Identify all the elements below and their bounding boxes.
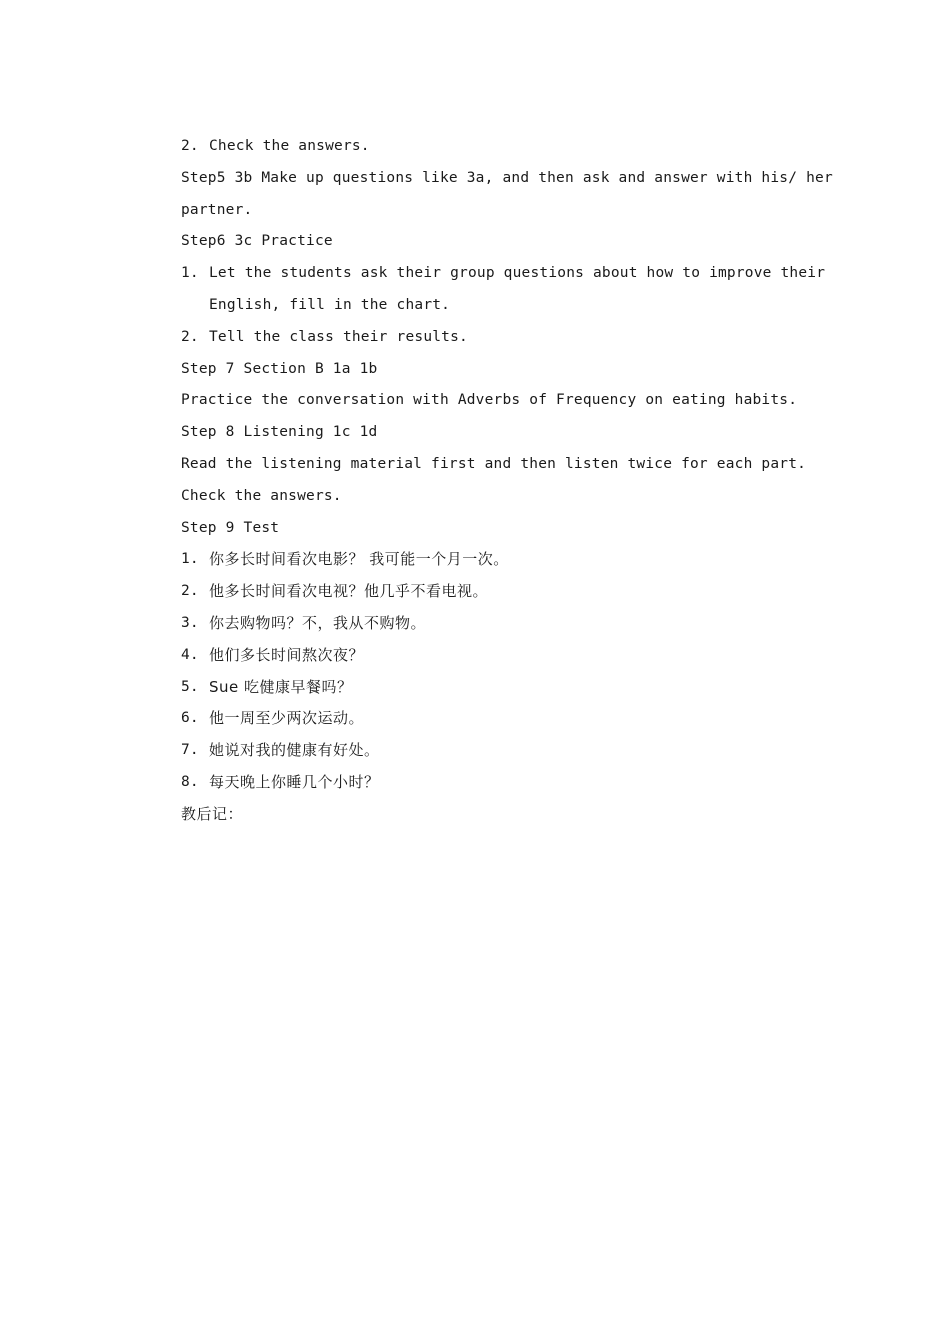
test-text: 他们多长时间熬次夜？	[209, 645, 365, 664]
list-number: 5.	[181, 678, 199, 695]
list-number: 7.	[181, 742, 199, 759]
test-text: 他一周至少两次运动。	[209, 709, 365, 728]
list-text: Check the answers.	[209, 138, 370, 154]
step-heading: Step6 3c Practice	[181, 233, 333, 250]
list-number: 2.	[181, 328, 199, 345]
list-number: 3.	[181, 614, 199, 631]
test-text: 她说对我的健康有好处。	[209, 741, 380, 760]
list-number: 6.	[181, 710, 199, 727]
step-heading: Step 7 Section B 1a 1b	[181, 360, 378, 377]
list-number: 1.	[181, 551, 199, 568]
test-item	[181, 640, 811, 672]
list-number: 8.	[181, 773, 199, 790]
list-text: Tell the class their results.	[209, 328, 468, 345]
text-line: Check the answers.	[181, 487, 342, 504]
list-number: 2.	[181, 138, 199, 154]
list-text: Let the students ask their group questions about how to improve their	[209, 265, 826, 282]
post-lesson-notes-label: 教后记：	[181, 804, 244, 823]
step-line: Step5 3b Make up questions like 3a, and then ask and answer with his/ her	[181, 169, 833, 186]
test-text: 你去购物吗？不，我从不购物。	[209, 613, 427, 632]
text-line: partner.	[181, 201, 253, 218]
text-line: Read the listening material first and then listen twice for each part.	[181, 455, 807, 472]
test-item	[181, 735, 811, 767]
list-number: 1.	[181, 265, 199, 282]
list-item	[181, 131, 811, 163]
text-line: Practice the conversation with Adverbs of Frequency on eating habits.	[181, 392, 798, 409]
step-heading: Step 9 Test	[181, 519, 280, 536]
test-item	[181, 608, 811, 640]
step-heading: Step 8 Listening 1c 1d	[181, 424, 378, 441]
test-text: Sue 吃健康早餐吗？	[209, 677, 353, 696]
test-item	[181, 672, 811, 704]
test-text: 他多长时间看次电视？他几乎不看电视。	[209, 582, 489, 601]
test-text: 你多长时间看次电影？ 我可能一个月一次。	[209, 550, 509, 569]
list-item	[181, 322, 811, 354]
test-text: 每天晚上你睡几个小时？	[209, 772, 380, 791]
list-item	[181, 258, 826, 290]
test-item	[181, 576, 811, 608]
test-item	[181, 544, 811, 576]
list-number: 2.	[181, 583, 199, 600]
test-item	[181, 703, 811, 735]
document-body	[181, 131, 833, 831]
list-number: 4.	[181, 646, 199, 663]
test-item	[181, 767, 811, 799]
list-text-continuation: English, fill in the chart.	[209, 296, 451, 313]
